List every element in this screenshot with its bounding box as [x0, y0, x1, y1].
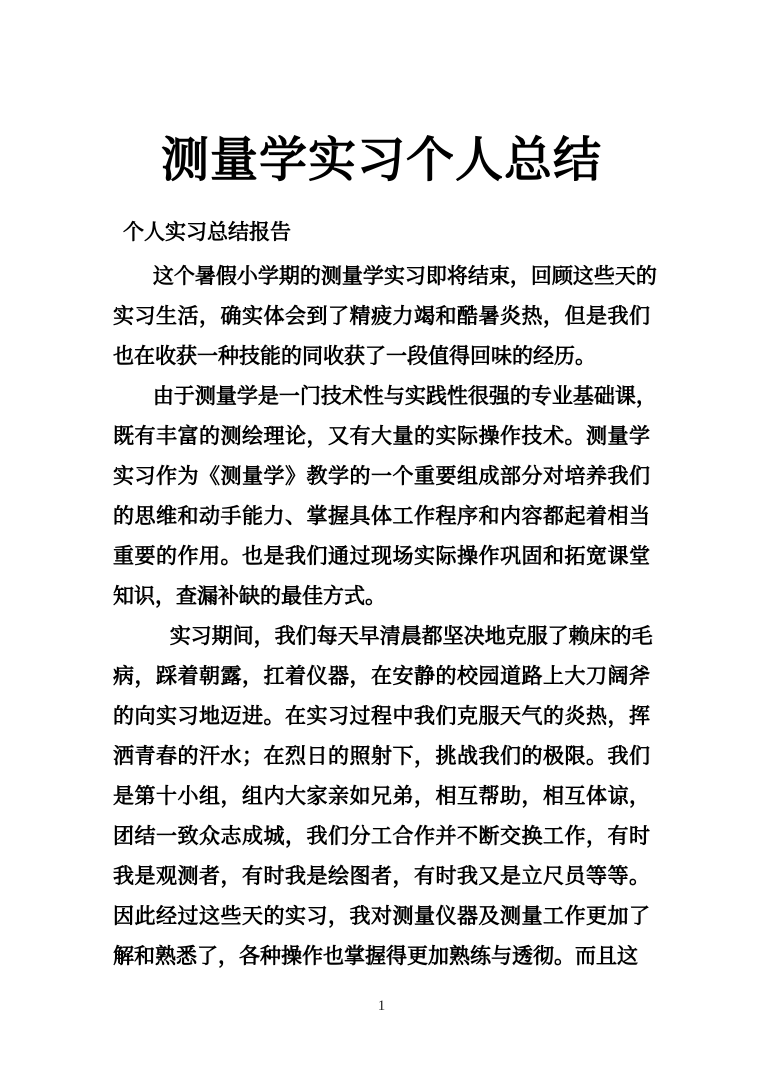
paragraph-1-line: 实习生活，确实体会到了精疲力竭和酷暑炎热，但是我们 [113, 304, 650, 328]
paragraph-1-line: 也在收获一种技能的同收获了一段值得回味的经历。 [113, 344, 596, 368]
paragraph-1-line: 这个暑假小学期的测量学实习即将结束，回顾这些天的 [152, 264, 657, 288]
paragraph-3-line: 是第十小组，组内大家亲如兄弟，相互帮助，相互体谅， [113, 784, 650, 808]
paragraph-2-line: 实习作为《测量学》教学的一个重要组成部分对培养我们 [113, 464, 650, 488]
paragraph-2-line: 由于测量学是一门技术性与实践性很强的专业基础课， [152, 384, 657, 408]
paragraph-2-line: 重要的作用。也是我们通过现场实际操作巩固和拓宽课堂 [113, 544, 650, 568]
paragraph-3-line: 病，踩着朝露，扛着仪器，在安静的校园道路上大刀阔斧 [113, 664, 650, 688]
paragraph-3-line: 实习期间，我们每天早清晨都坚决地克服了赖床的毛 [169, 624, 653, 648]
paragraph-3-line: 因此经过这些天的实习，我对测量仪器及测量工作更加了 [113, 904, 650, 928]
paragraph-3-line: 的向实习地迈进。在实习过程中我们克服天气的炎热，挥 [113, 704, 650, 728]
paragraph-3-line: 解和熟悉了，各种操作也掌握得更加熟练与透彻。而且这 [113, 944, 638, 968]
paragraph-2-line: 的思维和动手能力、掌握具体工作程序和内容都起着相当 [113, 504, 650, 528]
paragraph-3-line: 团结一致众志成城，我们分工合作并不断交换工作，有时 [113, 824, 650, 848]
paragraph-3-line: 洒青春的汗水；在烈日的照射下，挑战我们的极限。我们 [113, 744, 650, 768]
page-number: 1 [377, 998, 386, 1014]
section-heading: 个人实习总结报告 [123, 220, 291, 244]
paragraph-2-line: 知识，查漏补缺的最佳方式。 [113, 584, 386, 608]
document-body [113, 256, 657, 976]
paragraph-3-line: 我是观测者，有时我是绘图者，有时我又是立尺员等等。 [113, 864, 650, 888]
paragraph-2-line: 既有丰富的测绘理论，又有大量的实际操作技术。测量学 [113, 424, 650, 448]
document-title: 测量学实习个人总结 [160, 134, 602, 187]
